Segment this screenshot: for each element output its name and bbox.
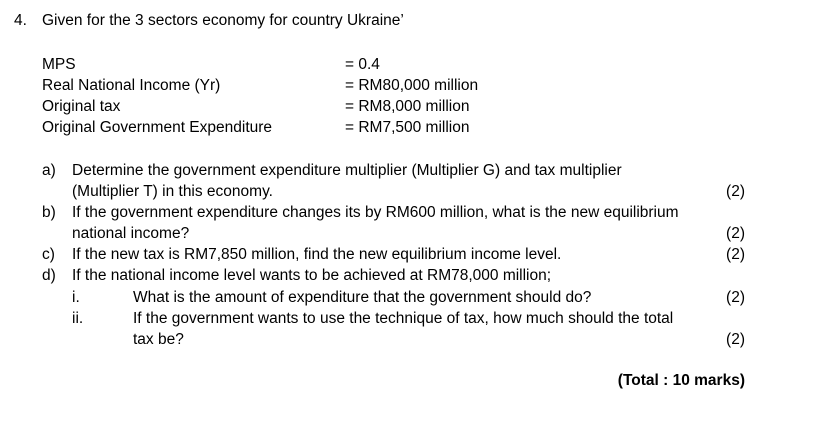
part-b-marks: (2) <box>726 225 745 242</box>
given-value-mps: = 0.4 <box>345 56 380 73</box>
part-d-text: If the national income level wants to be achieved at RM78,000 million; <box>72 267 552 284</box>
given-label-income: Real National Income (Yr) <box>42 77 221 94</box>
given-label-mps: MPS <box>42 56 76 73</box>
given-label-govt-exp: Original Government Expenditure <box>42 119 273 136</box>
part-a-text-cont: (Multiplier T) in this economy. <box>72 183 273 200</box>
part-a-label: a) <box>42 162 56 179</box>
part-c-label: c) <box>42 246 55 263</box>
question-title: Given for the 3 sectors economy for country Ukraine’ <box>42 12 404 29</box>
part-a-text: Determine the government expenditure multiplier (Multiplier G) and tax multiplier <box>72 162 622 179</box>
part-d-ii-text-cont: tax be? <box>133 331 184 348</box>
part-d-i-marks: (2) <box>726 289 745 306</box>
given-value-income: = RM80,000 million <box>345 77 479 94</box>
part-d-label: d) <box>42 267 56 284</box>
question-number: 4. <box>14 12 27 29</box>
given-value-tax: = RM8,000 million <box>345 98 470 115</box>
part-c-marks: (2) <box>726 246 745 263</box>
part-d-ii-marks: (2) <box>726 331 745 348</box>
part-d-i-text: What is the amount of expenditure that the government should do? <box>133 289 592 306</box>
part-d-ii-label: ii. <box>72 310 84 327</box>
given-label-tax: Original tax <box>42 98 121 115</box>
part-b-text: If the government expenditure changes its by RM600 million, what is the new equilibrium <box>72 204 679 221</box>
part-c-text: If the new tax is RM7,850 million, find the new equilibrium income level. <box>72 246 562 263</box>
given-value-govt-exp: = RM7,500 million <box>345 119 470 136</box>
part-a-marks: (2) <box>726 183 745 200</box>
part-d-i-label: i. <box>72 289 80 306</box>
part-b-text-cont: national income? <box>72 225 190 242</box>
total-marks: (Total : 10 marks) <box>617 372 745 389</box>
part-b-label: b) <box>42 204 56 221</box>
part-d-ii-text: If the government wants to use the technique of tax, how much should the total <box>133 310 674 327</box>
